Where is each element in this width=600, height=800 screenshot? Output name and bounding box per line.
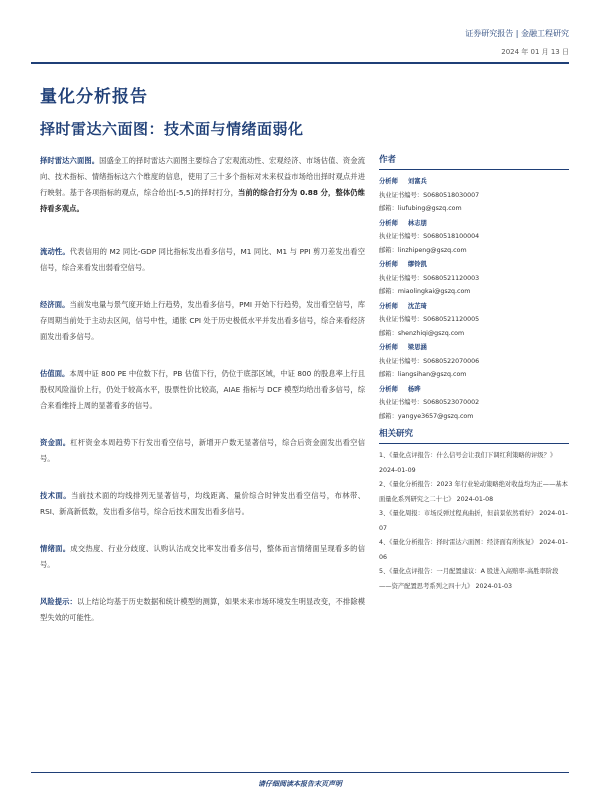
analyst-email[interactable]: linzhipeng@gszq.com — [397, 246, 467, 254]
analyst-card — [379, 258, 569, 299]
analyst-card — [379, 383, 569, 424]
cert-label: 执业证书编号： — [379, 399, 424, 406]
analyst-cert: S0680523070002 — [423, 399, 480, 406]
paragraph-text: 成交热度、行业分歧度、认购认沽成交比率发出看多信号，整体而言情绪面呈现看多的信号。 — [40, 544, 366, 569]
paragraph-lead: 经济面。 — [40, 300, 70, 309]
paragraph-text: 国盛金工的择时雷达六面图主要综合了宏观流动性、宏观经济、市场估值、资金流向、技术指标、情绪指标这六个维度的信息，使用了三十多个指标对未来权益市场给出择时观点并进行映射。基于各项指标的观点，综合给出[-5,5]的择时打分， — [40, 156, 365, 197]
paragraph-text: 本周中证 800 PE 中位数下行，PB 估值下行，仍位于底部区域，中证 800 的股息率上行且股权风险溢价上行，仍处于较高水平，股票性价比较高，AIAE 指标与 DCF 模型均给出看多信号，综合来看维持上周的显著看多的信号。 — [40, 369, 366, 410]
economy-paragraph — [40, 297, 365, 345]
paragraph-lead: 情绪面。 — [40, 544, 71, 553]
analyst-cert: S0680522070006 — [423, 357, 480, 365]
cert-label: 执业证书编号： — [379, 274, 424, 282]
liquidity-paragraph — [40, 244, 365, 276]
summary-paragraph — [40, 153, 365, 217]
paragraph-text: 以上结论均基于历史数据和统计模型的测算，如果未来市场环境发生明显改变，不排除模型失效的可能性。 — [40, 597, 366, 622]
related-research-link[interactable]: 2、《量化分析报告：2023 年行业轮动策略绝对收益均为正——基本面量化系列研究之二十七》 2024-01-08 — [379, 481, 568, 503]
paragraph-text: 当前技术面的均线排列无显著信号，均线距离、量价综合时钟发出看空信号，布林带、RSI、新高新低数，发出看多信号，综合后技术面发出看多信号。 — [40, 491, 366, 516]
analyst-role: 分析师 — [379, 261, 398, 268]
analyst-email[interactable]: yangye3657@gszq.com — [397, 412, 474, 420]
footer-divider — [31, 772, 569, 773]
analyst-name: 杨晔 — [407, 385, 421, 393]
analyst-cert: S0680518100004 — [423, 233, 480, 240]
analyst-role: 分析师 — [379, 219, 398, 227]
cert-label: 执业证书编号： — [379, 316, 424, 323]
email-label: 邮箱： — [379, 412, 398, 420]
analyst-email[interactable]: liangsihan@gszq.com — [397, 371, 467, 378]
paragraph-lead: 择时雷达六面图。 — [40, 156, 100, 165]
paragraph-lead: 流动性。 — [40, 247, 70, 256]
analyst-email[interactable]: liufubing@gszq.com — [397, 205, 462, 212]
capital-flow-paragraph — [40, 435, 365, 467]
cert-label: 执业证书编号： — [379, 233, 424, 240]
main-body — [40, 153, 365, 647]
risk-warning-paragraph — [40, 594, 365, 626]
analyst-email[interactable]: miaolingkai@gszq.com — [397, 288, 471, 295]
email-label: 邮箱： — [379, 371, 398, 378]
related-research-heading: 相关研究 — [379, 427, 569, 444]
analyst-role: 分析师 — [379, 178, 398, 185]
analyst-cert: S0680521120003 — [423, 274, 480, 282]
sentiment-paragraph — [40, 541, 365, 573]
technical-paragraph — [40, 488, 365, 520]
authors-heading: 作者 — [379, 153, 569, 170]
report-type-title: 量化分析报告 — [40, 87, 148, 107]
analyst-name: 沈芷琦 — [407, 302, 427, 310]
paragraph-text: 代表信用的 M2 同比-GDP 同比指标发出看多信号，M1 同比、M1 与 PPI 剪刀差发出看空信号，综合来看发出弱看空信号。 — [40, 247, 366, 272]
analyst-name: 缪铃凯 — [407, 261, 427, 268]
analyst-card — [379, 341, 569, 382]
footer-disclaimer: 请仔细阅读本报告末页声明 — [258, 780, 342, 788]
paragraph-lead: 估值面。 — [40, 369, 70, 378]
report-category: 证券研究报告 | 金融工程研究 — [465, 29, 569, 38]
analyst-name: 刘富兵 — [407, 178, 427, 185]
analyst-role: 分析师 — [379, 302, 398, 310]
paragraph-lead: 资金面。 — [40, 438, 71, 447]
paragraph-text: 当前发电量与景气度开始上行趋势，发出看多信号，PMI 开始下行趋势，发出看空信号，库存周期当前处于主动去区间，信号中性，通胀 CPI 处于历史极低水平并发出看多信号，综合来看经济面发出看多信号。 — [40, 300, 366, 341]
email-label: 邮箱： — [379, 205, 398, 212]
analyst-name: 梁思涵 — [407, 344, 427, 351]
analyst-card — [379, 175, 569, 216]
valuation-paragraph — [40, 366, 365, 414]
paragraph-lead: 风险提示： — [40, 597, 77, 606]
related-research-link[interactable]: 5、《量化点评报告：一月配置建议：A 股进入高赔率-高胜率阶段——资产配置思考系列之四十九》 2024-01-03 — [379, 568, 559, 590]
analyst-card — [379, 300, 569, 341]
analyst-name: 林志朋 — [407, 219, 427, 227]
related-research-link[interactable]: 1、《量化点评报告：什么信号会让我们下调红利策略的评级？》 2024-01-09 — [379, 452, 557, 474]
report-date: 2024 年 01 月 13 日 — [501, 48, 569, 56]
paragraph-lead: 技术面。 — [40, 491, 71, 500]
analyst-email[interactable]: shenzhiqi@gszq.com — [397, 329, 465, 337]
email-label: 邮箱： — [379, 246, 398, 254]
analyst-role: 分析师 — [379, 344, 398, 351]
email-label: 邮箱： — [379, 329, 398, 337]
cert-label: 执业证书编号： — [379, 357, 424, 365]
page-title: 择时雷达六面图：技术面与情绪面弱化 — [40, 120, 304, 138]
sidebar — [379, 153, 569, 594]
related-research-link[interactable]: 3、《量化周报：市场反弹过程真曲折，但前景依然看好》 2024-01-07 — [379, 510, 568, 532]
paragraph-highlight: 当前的综合打分为 0.88 分，整体仍维持看多观点。 — [40, 188, 365, 213]
email-label: 邮箱： — [379, 288, 398, 295]
analyst-role: 分析师 — [379, 385, 398, 393]
header-divider — [31, 62, 569, 64]
paragraph-text: 杠杆资金本周趋势下行发出看空信号，新增开户数无显著信号，综合后资金面发出看空信号。 — [40, 438, 366, 463]
related-research-link[interactable]: 4、《量化分析报告：择时雷达六面图：经济面有所恢复》 2024-01-06 — [379, 539, 568, 561]
analyst-cert: S0680518030007 — [423, 191, 480, 199]
cert-label: 执业证书编号： — [379, 191, 424, 199]
analyst-cert: S0680521120005 — [423, 316, 480, 323]
analyst-card — [379, 217, 569, 258]
